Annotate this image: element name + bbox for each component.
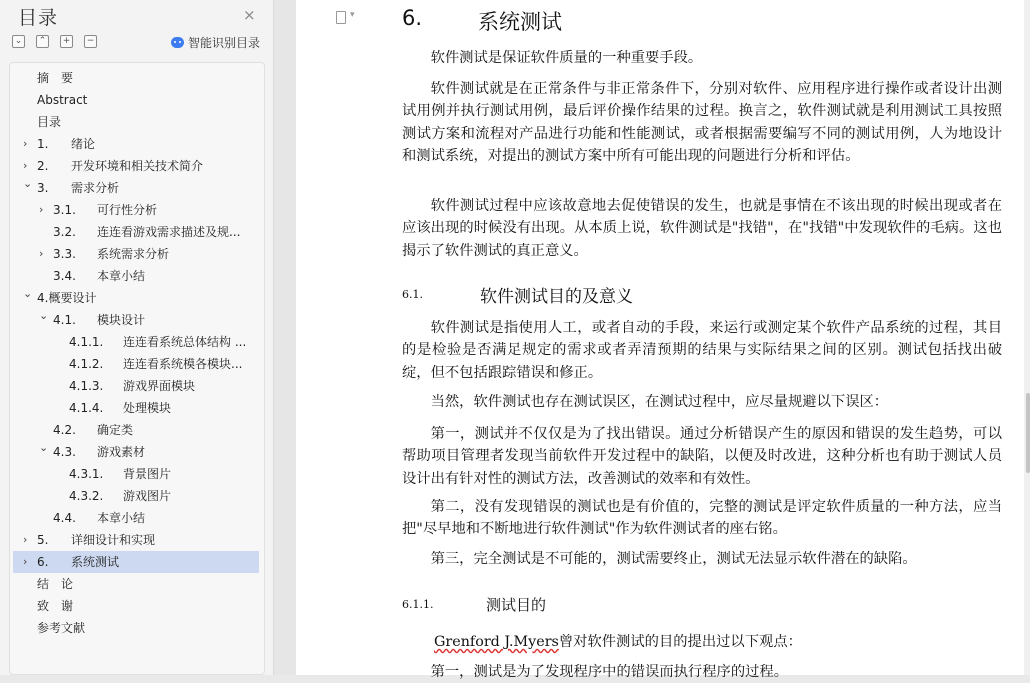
toc-item-number: 3.3. xyxy=(53,247,76,261)
toc-item-label: 绪论 xyxy=(71,137,96,151)
paragraph: 第一，测试是为了发现程序中的错误而执行程序的过程。 xyxy=(430,664,789,680)
toc-item[interactable] xyxy=(13,265,259,287)
heading-2-number: 6.1. xyxy=(402,288,423,301)
toc-item-number: 5. xyxy=(37,533,49,547)
toc-item[interactable] xyxy=(13,617,259,639)
toc-item-number: 4.1.3. xyxy=(69,379,104,393)
toc-item-number: 4.1.1. xyxy=(69,335,104,349)
add-heading-icon[interactable]: + xyxy=(60,35,73,48)
paragraph xyxy=(434,631,1002,653)
toc-item[interactable] xyxy=(13,463,259,485)
chevron-down-icon[interactable]: ⌄ xyxy=(23,177,33,190)
document-area xyxy=(274,0,1030,680)
document-page[interactable] xyxy=(296,0,1030,680)
chevron-down-icon[interactable]: ⌄ xyxy=(39,309,49,322)
toc-item[interactable] xyxy=(13,89,259,111)
toc-item-number: 4.1.4. xyxy=(69,401,104,415)
document-icon[interactable] xyxy=(336,11,346,24)
chevron-right-icon[interactable]: › xyxy=(23,159,28,172)
toc-item[interactable] xyxy=(13,419,259,441)
toc-item-number: 4.3.2. xyxy=(69,489,104,503)
ai-recognize-toc-button[interactable] xyxy=(171,34,260,50)
toc-item-number: 3.2. xyxy=(53,225,76,239)
toc-item-label: 摘 要 xyxy=(37,71,74,85)
toc-item[interactable] xyxy=(13,485,259,507)
toc-item[interactable] xyxy=(13,595,259,617)
toc-item-number: 4.3.1. xyxy=(69,467,104,481)
toc-item-label: 结 论 xyxy=(37,577,74,591)
vertical-scrollbar[interactable] xyxy=(1024,0,1030,675)
toc-item-label: 可行性分析 xyxy=(97,203,158,217)
toc-item-label: 本章小结 xyxy=(97,269,146,283)
toc-item[interactable] xyxy=(13,177,259,199)
toc-item[interactable] xyxy=(13,551,259,573)
heading-3-number: 6.1.1. xyxy=(402,598,434,611)
close-icon[interactable]: × xyxy=(243,6,256,24)
toc-item-label: 游戏图片 xyxy=(123,489,172,503)
navigation-pane xyxy=(0,0,274,675)
toc-item[interactable] xyxy=(13,441,259,463)
paragraph: 软件测试过程中应该故意地去促使错误的发生，也就是事情在不该出现的时候出现或者在应该出现的时候没有出现。从本质上说，软件测试是"找错"，在"找错"中发现软件的毛病。这也揭示了软件测试的真正意义。 xyxy=(402,198,1002,259)
toc-item-label: 4.概要设计 xyxy=(37,291,97,305)
toc-item-number: 4.3. xyxy=(53,445,76,459)
toc-item[interactable] xyxy=(13,573,259,595)
chevron-right-icon[interactable]: › xyxy=(23,555,28,568)
toc-item-label: 目录 xyxy=(37,115,62,129)
toc-item[interactable] xyxy=(13,331,259,353)
paragraph: 当然，软件测试也存在测试误区，在测试过程中，应尽量规避以下误区： xyxy=(430,394,889,410)
toc-item[interactable] xyxy=(13,221,259,243)
toc-item-number: 4.4. xyxy=(53,511,76,525)
toc-item[interactable] xyxy=(13,287,259,309)
toc-item-label: 需求分析 xyxy=(71,181,120,195)
heading-1-number: 6. xyxy=(402,6,423,30)
robot-icon xyxy=(171,37,184,48)
toc-item[interactable] xyxy=(13,133,259,155)
expand-all-icon[interactable]: ⌃ xyxy=(36,35,49,48)
toc-item-label: 参考文献 xyxy=(37,621,86,635)
collapse-all-icon[interactable]: ⌄ xyxy=(12,35,25,48)
toc-item-number: 4.2. xyxy=(53,423,76,437)
toc-item-number: 1. xyxy=(37,137,49,151)
toc-item-label: 确定类 xyxy=(97,423,134,437)
toc-item-number: 3.4. xyxy=(53,269,76,283)
paragraph: 第一，测试并不仅仅是为了找出错误。通过分析错误产生的原因和错误的发生趋势，可以帮助项目管理者发现当前软件开发过程中的缺陷，以便及时改进，这种分析也有助于测试人员设计出有针对性的测试方法，改善测试的效率和有效性。 xyxy=(402,426,1002,487)
toc-item-label: 连连看系统总体结构 ... xyxy=(123,335,247,349)
chevron-right-icon[interactable]: › xyxy=(39,247,44,260)
toc-item-label: 游戏界面模块 xyxy=(123,379,196,393)
toc-item[interactable] xyxy=(13,375,259,397)
nav-title: 目录 xyxy=(18,7,59,29)
toc-item-label: 处理模块 xyxy=(123,401,172,415)
toc-item-number: 2. xyxy=(37,159,49,173)
toc-item-label: 详细设计和实现 xyxy=(71,533,156,547)
chevron-right-icon[interactable]: › xyxy=(39,203,44,216)
toc-item-label: 系统需求分析 xyxy=(97,247,170,261)
toc-item[interactable] xyxy=(13,243,259,265)
paragraph: 软件测试就是在正常条件与非正常条件下，分别对软件、应用程序进行操作或者设计出测试用例并执行测试用例，最后评价操作结果的过程。换言之，软件测试就是利用测试工具按照测试方案和流程对产品进行功能和性能测试，或者根据需要编写不同的测试用例，人为地设计和测试系统，对提出的测试方案中所有可能出现的问题进行分析和评估。 xyxy=(402,81,1002,165)
toc-item-number: 3.1. xyxy=(53,203,76,217)
toc-item-label: 背景图片 xyxy=(123,467,172,481)
paragraph: 软件测试是指使用人工，或者自动的手段，来运行或测定某个软件产品系统的过程，其目的是检验是否满足规定的需求或者弄清预期的结果与实际结果之间的区别。测试包括找出破绽，但不包括跟踪错误和修正。 xyxy=(402,320,1002,381)
scrollbar-thumb[interactable] xyxy=(1026,393,1030,473)
toc-item[interactable] xyxy=(13,529,259,551)
ai-button-label: 智能识别目录 xyxy=(188,35,261,50)
toc-item-label: 致 谢 xyxy=(37,599,74,613)
toc-tree xyxy=(9,62,265,675)
paragraph: 软件测试是保证软件质量的一种重要手段。 xyxy=(430,50,703,66)
toc-item[interactable] xyxy=(13,507,259,529)
chevron-right-icon[interactable]: › xyxy=(23,137,28,150)
toc-item[interactable] xyxy=(13,397,259,419)
paragraph: 第二，没有发现错误的测试也是有价值的，完整的测试是评定软件质量的一种方法，应当把"尽早地和不断地进行软件测试"作为软件测试者的座右铭。 xyxy=(402,499,1002,538)
author-name: Grenford J.Myers xyxy=(434,634,559,650)
toc-item[interactable] xyxy=(13,155,259,177)
chevron-right-icon[interactable]: › xyxy=(23,533,28,546)
heading-1-title: 系统测试 xyxy=(478,10,562,34)
toc-item-label: 游戏素材 xyxy=(97,445,146,459)
toc-item-label: 模块设计 xyxy=(97,313,146,327)
paragraph: 第三，完全测试是不可能的，测试需要终止，测试无法显示软件潜在的缺陷。 xyxy=(430,551,917,567)
heading-2-title: 软件测试目的及意义 xyxy=(480,287,633,307)
chevron-down-icon[interactable]: ⌄ xyxy=(23,287,33,300)
toc-item-number: 4.1. xyxy=(53,313,76,327)
remove-heading-icon[interactable]: − xyxy=(84,35,97,48)
toc-item[interactable] xyxy=(13,199,259,221)
toc-item-label: 开发环境和相关技术简介 xyxy=(71,159,204,173)
toc-item[interactable] xyxy=(13,353,259,375)
toc-item[interactable] xyxy=(13,309,259,331)
toc-item-label: 本章小结 xyxy=(97,511,146,525)
toc-item-label: 连连看系统模各模块... xyxy=(123,357,243,371)
toc-item[interactable] xyxy=(13,67,259,89)
toc-item-number: 4.1.2. xyxy=(69,357,104,371)
toc-item[interactable] xyxy=(13,111,259,133)
chevron-down-icon[interactable]: ⌄ xyxy=(39,441,49,454)
toc-item-number: 6. xyxy=(37,555,49,569)
toc-item-label: Abstract xyxy=(37,93,88,107)
toc-item-number: 3. xyxy=(37,181,49,195)
heading-3-title: 测试目的 xyxy=(486,596,547,614)
toc-item-label: 系统测试 xyxy=(71,555,120,569)
toc-item-label: 连连看游戏需求描述及规... xyxy=(97,225,241,239)
paragraph-text: 曾对软件测试的目的提出过以下观点： xyxy=(558,634,802,650)
